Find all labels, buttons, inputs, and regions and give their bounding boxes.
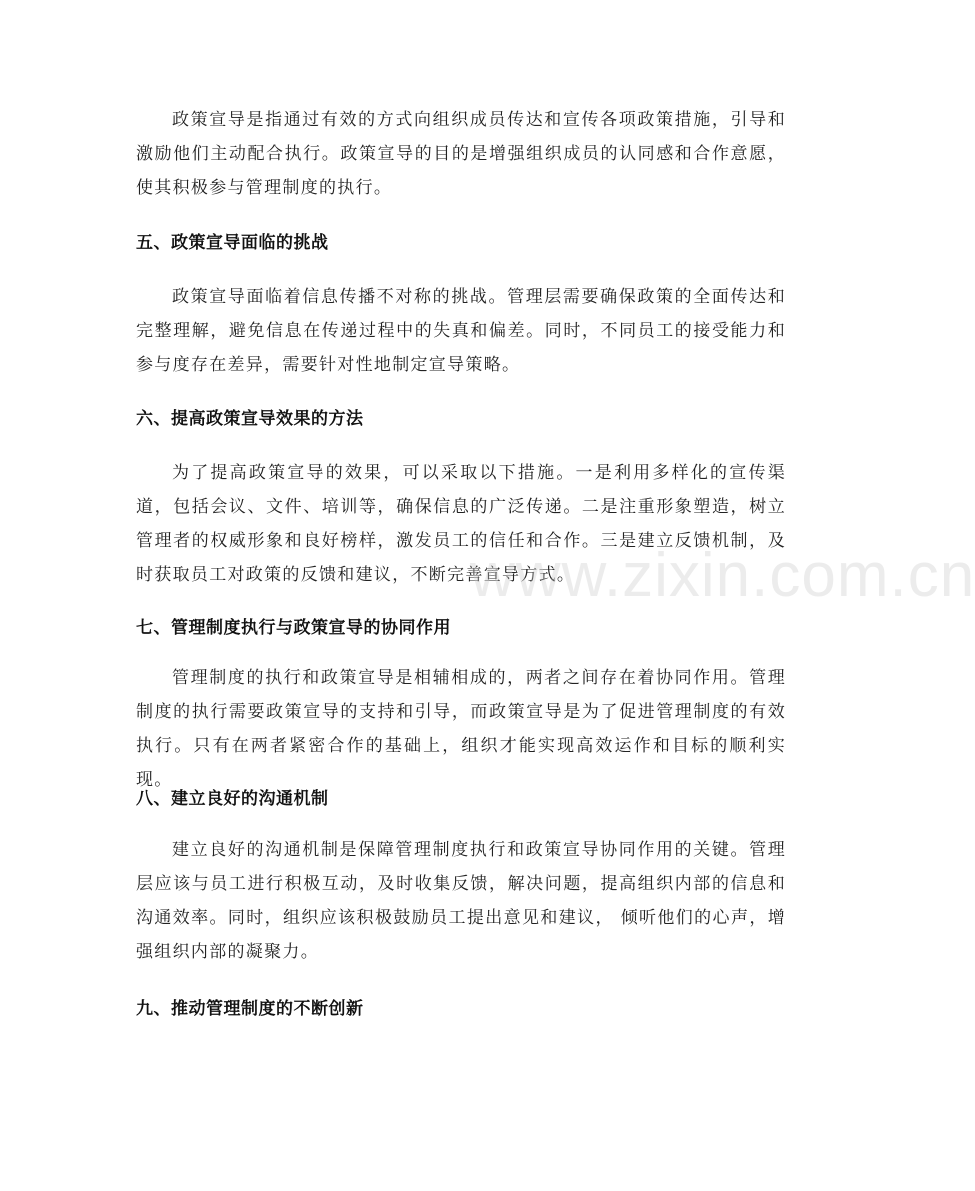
section-heading-9: 九、推动管理制度的不断创新: [136, 999, 364, 1019]
section-heading-5: 五、政策宣导面临的挑战: [136, 233, 329, 253]
intro-paragraph: 政策宣导是指通过有效的方式向组织成员传达和宣传各项政策措施，引导和激励他们主动配合执行。政策宣导的目的是增强组织成员的认同感和合作意愿，使其积极参与管理制度的执行。: [136, 110, 786, 198]
section-paragraph-7: 管理制度的执行和政策宣导是相辅相成的，两者之间存在着协同作用。管理制度的执行需要政策宣导的支持和引导，而政策宣导是为了促进管理制度的有效执行。只有在两者紧密合作的基础上，组织才能实现高效运作和目标的顺利实现。: [136, 668, 786, 790]
section-heading-8: 八、建立良好的沟通机制: [136, 789, 329, 809]
section-paragraph-5: 政策宣导面临着信息传播不对称的挑战。管理层需要确保政策的全面传达和完整理解，避免信息在传递过程中的失真和偏差。同时，不同员工的接受能力和参与度存在差异，需要针对性地制定宣导策略。: [136, 287, 786, 375]
watermark: www.zixin.com.cn: [470, 541, 975, 610]
section-paragraph-6: 为了提高政策宣导的效果，可以采取以下措施。一是利用多样化的宣传渠道，包括会议、文件、培训等，确保信息的广泛传递。二是注重形象塑造，树立管理者的权威形象和良好榜样，激发员工的信任和合作。三是建立反馈机制，及时获取员工对政策的反馈和建议，不断完善宣导方式。: [136, 463, 786, 585]
section-heading-7: 七、管理制度执行与政策宣导的协同作用: [136, 618, 451, 638]
section-heading-6: 六、提高政策宣导效果的方法: [136, 409, 364, 429]
section-paragraph-8: 建立良好的沟通机制是保障管理制度执行和政策宣导协同作用的关键。管理层应该与员工进行积极互动，及时收集反馈，解决问题，提高组织内部的信息和沟通效率。同时，组织应该积极鼓励员工提出意见和建议， 倾听他们的心声，增强组织内部的凝聚力。: [136, 840, 786, 962]
